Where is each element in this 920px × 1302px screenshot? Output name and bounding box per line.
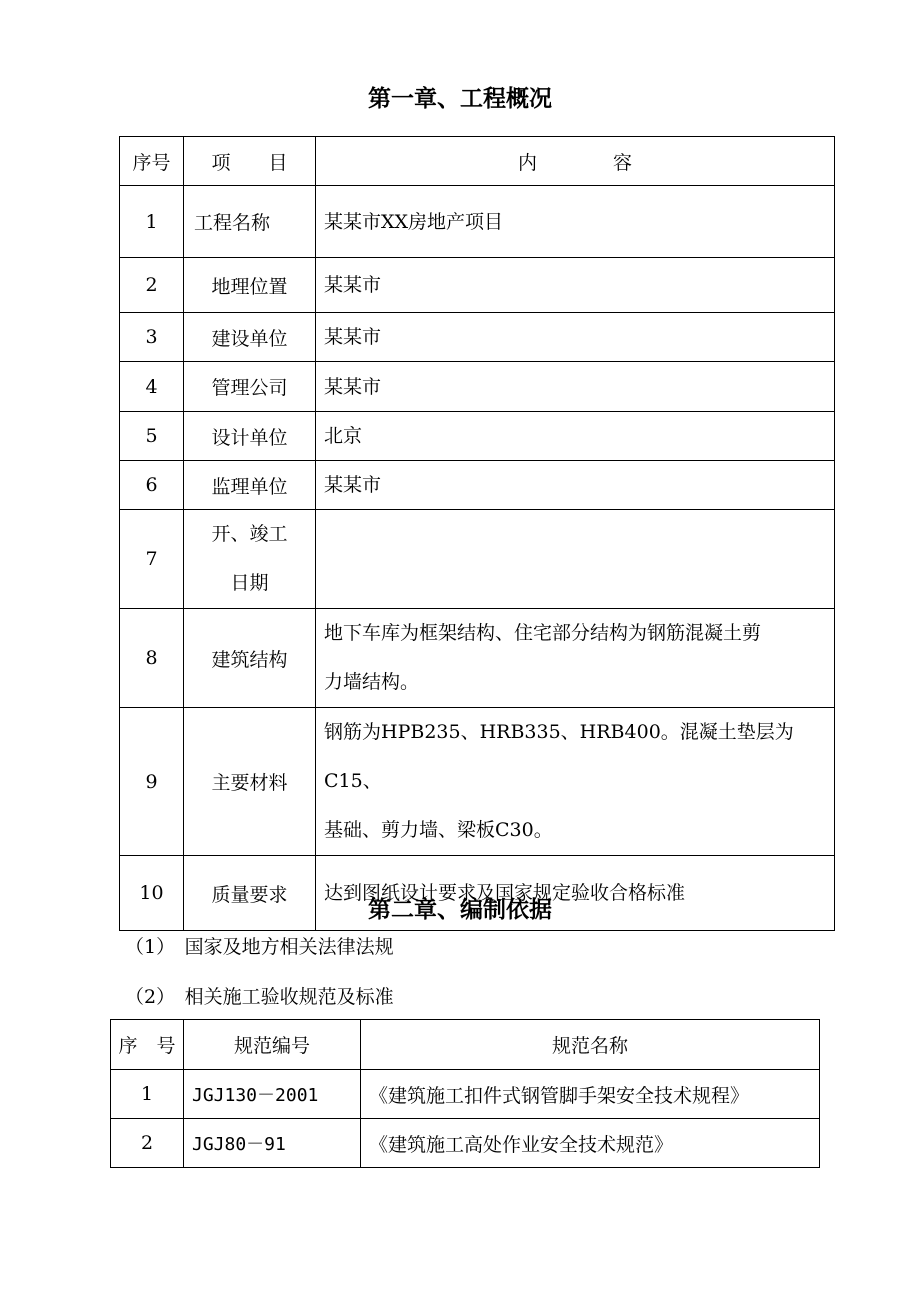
row-item: 工程名称 — [184, 186, 316, 258]
row-content: 某某市 — [316, 362, 835, 412]
basis-item: （2） 相关施工验收规范及标准 — [125, 986, 394, 1008]
table-row — [120, 609, 835, 708]
row-item-line: 日期 — [230, 572, 269, 594]
row-number: 2 — [120, 258, 184, 313]
table-row — [120, 461, 835, 510]
row-content: 达到图纸设计要求及国家规定验收合格标准 — [316, 856, 835, 931]
header-content: 内 容 — [316, 137, 835, 186]
row-number: 4 — [120, 362, 184, 412]
row-content: 某某市XX房地产项目 — [316, 186, 835, 258]
row-item: 建筑结构 — [184, 609, 316, 708]
project-overview-table — [119, 136, 835, 931]
row-item: 建设单位 — [184, 313, 316, 362]
row-number: 3 — [120, 313, 184, 362]
row-number: 7 — [120, 510, 184, 609]
row-content: 某某市 — [316, 461, 835, 510]
row-item: 管理公司 — [184, 362, 316, 412]
standard-code: JGJ80－91 — [184, 1119, 361, 1168]
row-content — [316, 708, 835, 856]
table-row — [120, 510, 835, 609]
row-content: 北京 — [316, 412, 835, 461]
header-serial: 序 号 — [111, 1020, 184, 1070]
table-row — [120, 412, 835, 461]
row-item: 质量要求 — [184, 856, 316, 931]
standard-name: 《建筑施工扣件式钢管脚手架安全技术规程》 — [361, 1070, 820, 1119]
row-number: 1 — [111, 1070, 184, 1119]
row-content-line: 钢筋为HPB235、HRB335、HRB400。混凝土垫层为C15、 — [324, 721, 794, 792]
table-row — [120, 313, 835, 362]
standard-name: 《建筑施工高处作业安全技术规范》 — [361, 1119, 820, 1168]
standard-code: JGJ130－2001 — [184, 1070, 361, 1119]
row-item — [184, 510, 316, 609]
table-row — [111, 1119, 820, 1168]
row-item: 主要材料 — [184, 708, 316, 856]
table-row — [120, 708, 835, 856]
header-item: 项 目 — [184, 137, 316, 186]
chapter-1-title: 第一章、工程概况 — [368, 86, 552, 112]
chapter-2-title: 第二章、编制依据 — [368, 897, 552, 923]
row-number: 9 — [120, 708, 184, 856]
row-number: 1 — [120, 186, 184, 258]
row-item: 监理单位 — [184, 461, 316, 510]
table-row — [120, 258, 835, 313]
row-content: 某某市 — [316, 258, 835, 313]
row-content-line: 地下车库为框架结构、住宅部分结构为钢筋混凝土剪 — [324, 622, 762, 644]
table-header-row — [120, 137, 835, 186]
row-item: 设计单位 — [184, 412, 316, 461]
row-number: 2 — [111, 1119, 184, 1168]
row-content: 某某市 — [316, 313, 835, 362]
row-content — [316, 609, 835, 708]
table-row — [120, 362, 835, 412]
row-content-line: 基础、剪力墙、梁板C30。 — [324, 819, 553, 841]
table-header-row — [111, 1020, 820, 1070]
row-number: 5 — [120, 412, 184, 461]
header-code: 规范编号 — [184, 1020, 361, 1070]
row-item-line: 开、竣工 — [211, 523, 288, 545]
row-content — [316, 510, 835, 609]
row-number: 10 — [120, 856, 184, 931]
row-number: 6 — [120, 461, 184, 510]
header-serial: 序号 — [120, 137, 184, 186]
row-content-line: 力墙结构。 — [324, 671, 420, 693]
row-number: 8 — [120, 609, 184, 708]
table-row — [120, 186, 835, 258]
table-row — [111, 1070, 820, 1119]
row-item: 地理位置 — [184, 258, 316, 313]
standards-table — [110, 1019, 820, 1168]
basis-item: （1） 国家及地方相关法律法规 — [125, 936, 394, 958]
header-name: 规范名称 — [361, 1020, 820, 1070]
